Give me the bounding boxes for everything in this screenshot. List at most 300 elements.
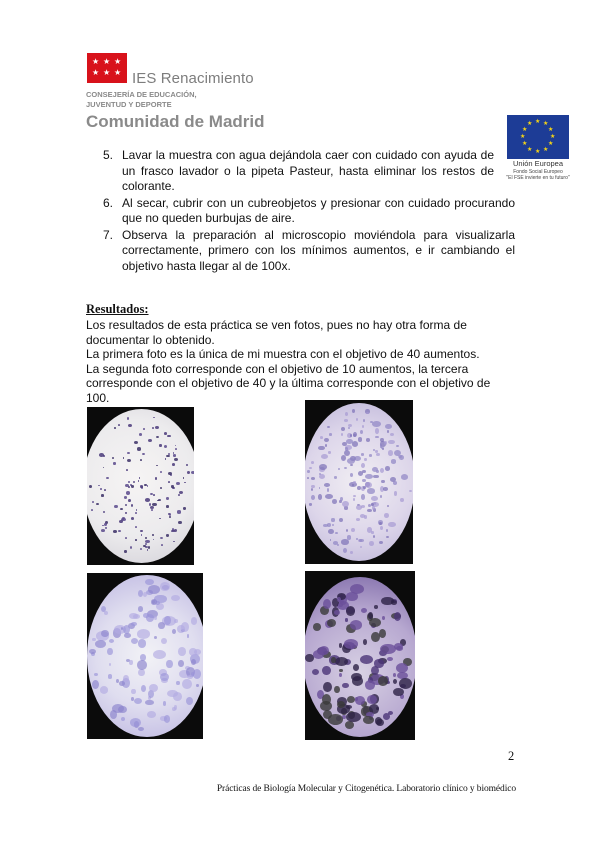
stained-cell: [363, 716, 374, 724]
stained-cell: [380, 468, 384, 473]
stained-cell: [159, 518, 161, 520]
stained-cell: [169, 513, 171, 516]
stained-cell: [344, 467, 347, 469]
stained-cell: [174, 705, 177, 709]
stained-cell: [327, 488, 330, 492]
step-item: [103, 148, 494, 195]
region-name: Comunidad de Madrid: [86, 112, 265, 131]
stained-cell: [319, 464, 326, 470]
stained-cell: [128, 499, 130, 502]
stained-cell: [391, 459, 397, 463]
stained-cell: [156, 465, 158, 467]
stained-cell: [391, 600, 397, 605]
stained-cell: [399, 455, 404, 460]
stained-cell: [166, 455, 169, 457]
stained-cell: [160, 582, 170, 591]
stained-cell: [324, 483, 330, 487]
microscope-photo-10x: [305, 400, 413, 564]
stained-cell: [384, 441, 387, 445]
step-text: Lavar la muestra con agua dejándola caer con cuidado con ayuda de un frasco lavador o la pipeta Pasteur, hasta eliminar los restos de colorante.: [122, 148, 494, 193]
stained-cell: [120, 508, 123, 510]
stained-cell: [371, 632, 379, 642]
stained-cell: [365, 474, 373, 479]
stained-cell: [375, 436, 379, 439]
stained-cell: [106, 477, 108, 479]
stained-cell: [384, 513, 389, 518]
stained-cell: [401, 474, 408, 480]
stained-cell: [339, 643, 342, 648]
stained-cell: [178, 647, 185, 656]
stained-cell: [147, 711, 156, 718]
stained-cell: [127, 459, 131, 462]
stained-cell: [172, 629, 176, 635]
stained-cell: [143, 592, 148, 598]
stained-cell: [367, 488, 375, 494]
stained-cell: [187, 675, 193, 679]
stained-cell: [131, 622, 137, 626]
stained-cell: [388, 450, 393, 455]
stained-cell: [135, 526, 138, 528]
stained-cell: [98, 485, 101, 487]
stained-cell: [174, 458, 178, 461]
consejeria-label: CONSEJERÍA DE EDUCACIÓN, JUVENTUD Y DEPORTE: [86, 90, 197, 109]
results-paragraph: Los resultados de esta práctica se ven fotos, pues no hay otra forma de documentar lo obtenido.: [86, 318, 467, 347]
stained-cell: [322, 666, 330, 675]
stained-cell: [189, 648, 197, 656]
stained-cell: [320, 701, 331, 711]
stained-cell: [364, 458, 366, 461]
stained-cell: [334, 610, 340, 615]
stained-cell: [178, 660, 184, 667]
stained-cell: [386, 536, 389, 538]
page-footer: Prácticas de Biología Molecular y Citogenética. Laboratorio clínico y biomédico: [216, 784, 516, 794]
stained-cell: [131, 517, 134, 520]
stained-cell: [376, 453, 380, 457]
stained-cell: [92, 638, 95, 641]
stained-cell: [181, 622, 189, 632]
stained-cell: [175, 448, 178, 450]
stained-cell: [311, 485, 315, 489]
eu-subtitle: Fondo Social Europeo "El FSE invierte en tu futuro": [506, 169, 570, 181]
stained-cell: [128, 424, 132, 427]
stained-cell: [159, 444, 161, 446]
stained-cell: [102, 525, 104, 527]
stained-cell: [325, 444, 327, 446]
stained-cell: [191, 659, 196, 665]
stained-cell: [383, 713, 391, 720]
stained-cell: [356, 505, 362, 510]
stained-cell: [340, 497, 343, 501]
stained-cell: [311, 477, 315, 480]
results-text: [86, 318, 516, 405]
stained-cell: [373, 475, 379, 479]
stained-cell: [375, 428, 379, 434]
stained-cell: [324, 438, 329, 443]
stained-cell: [118, 706, 127, 713]
stained-cell: [351, 528, 355, 532]
stained-cell: [105, 527, 107, 529]
stained-cell: [369, 541, 374, 546]
stained-cell: [196, 684, 199, 687]
stained-cell: [166, 534, 170, 537]
stained-cell: [184, 482, 186, 484]
stained-cell: [350, 551, 353, 555]
stained-cell: [134, 698, 142, 704]
results-paragraph: La segunda foto corresponde con el objetivo de 10 aumentos, la tercera corresponde con el objetivo de 40 y la última corresponde con el objetivo de 100.: [86, 361, 491, 405]
step-item: [103, 196, 515, 227]
stained-cell: [350, 473, 354, 477]
stained-cell: [343, 548, 347, 553]
stained-cell: [136, 509, 137, 511]
stained-cell: [358, 437, 363, 442]
stained-cell: [323, 599, 331, 609]
stained-cell: [327, 426, 330, 428]
stained-cell: [145, 700, 153, 706]
stained-cell: [361, 463, 365, 468]
stained-cell: [380, 495, 383, 498]
stained-cell: [307, 470, 309, 473]
stained-cell: [311, 461, 314, 464]
microscope-photo-100x: [305, 571, 415, 740]
stained-cell: [331, 657, 335, 663]
stained-cell: [145, 498, 150, 501]
stained-cell: [183, 477, 185, 479]
stained-cell: [92, 501, 94, 503]
stained-cell: [364, 515, 367, 519]
stained-cell: [345, 618, 348, 621]
stained-cell: [127, 452, 130, 454]
stained-cell: [119, 681, 125, 686]
stained-cell: [374, 659, 385, 667]
stained-cell: [319, 474, 325, 479]
stained-cell: [353, 432, 357, 437]
stained-cell: [342, 683, 349, 689]
stained-cell: [140, 459, 143, 461]
stained-cell: [96, 503, 99, 505]
stained-cell: [387, 430, 389, 432]
stained-cell: [348, 427, 350, 429]
stained-cell: [385, 424, 392, 429]
step-number: 7.: [103, 227, 114, 242]
eu-label: Unión Europea: [512, 159, 564, 168]
stained-cell: [350, 464, 352, 466]
stained-cell: [346, 712, 361, 723]
stained-cell: [309, 467, 312, 469]
stained-cell: [169, 516, 171, 518]
stained-cell: [166, 497, 169, 499]
stained-cell: [341, 427, 346, 432]
stained-cell: [363, 419, 365, 422]
stained-cell: [166, 505, 169, 507]
stained-cell: [327, 523, 331, 527]
stained-cell: [187, 471, 190, 474]
stained-cell: [130, 546, 132, 549]
stained-cell: [163, 701, 166, 706]
stained-cell: [123, 457, 125, 459]
stained-cell: [125, 512, 128, 514]
stained-cell: [172, 463, 175, 466]
stained-cell: [390, 433, 395, 437]
stained-cell: [126, 491, 130, 494]
stained-cell: [113, 530, 116, 533]
stained-cell: [137, 447, 141, 450]
stained-cell: [146, 614, 154, 622]
stained-cell: [369, 618, 380, 627]
stained-cell: [140, 530, 142, 533]
stained-cell: [318, 446, 325, 451]
stained-cell: [344, 639, 358, 649]
stained-cell: [178, 521, 181, 524]
stained-cell: [379, 629, 386, 638]
stained-cell: [116, 679, 119, 683]
stained-cell: [382, 616, 385, 621]
stained-cell: [332, 524, 334, 526]
stained-cell: [307, 477, 309, 479]
stained-cell: [139, 433, 142, 436]
stained-cell: [330, 539, 332, 541]
stained-cell: [351, 673, 362, 681]
stained-cell: [369, 454, 373, 457]
stained-cell: [342, 442, 347, 446]
stained-cell: [341, 539, 349, 544]
stained-cell: [393, 673, 396, 677]
stained-cell: [148, 546, 150, 549]
stained-cell: [396, 445, 398, 447]
microscope-photo-40x: [87, 407, 194, 565]
stained-cell: [360, 546, 362, 549]
stained-cell: [183, 507, 186, 509]
stained-cell: [331, 518, 334, 521]
stained-cell: [394, 491, 397, 495]
stained-cell: [118, 530, 121, 532]
stained-cell: [329, 433, 332, 436]
stained-cell: [367, 695, 377, 704]
stained-cell: [365, 680, 376, 690]
stained-cell: [187, 634, 189, 637]
stained-cell: [354, 456, 361, 461]
stained-cell: [393, 679, 397, 684]
stained-cell: [167, 435, 171, 438]
stained-cell: [344, 419, 348, 422]
stained-cell: [186, 697, 193, 705]
eu-flag-icon: ★ ★ ★ ★ ★ ★ ★ ★ ★ ★ ★ ★: [507, 115, 569, 159]
stained-cell: [182, 679, 191, 689]
stained-cell: [335, 532, 338, 534]
stained-cell: [373, 535, 375, 538]
stained-cell: [139, 477, 141, 479]
stained-cell: [101, 630, 109, 638]
stained-cell: [138, 606, 143, 612]
stained-cell: [327, 619, 337, 628]
stained-cell: [174, 619, 178, 622]
stained-cell: [155, 426, 159, 429]
stained-cell: [140, 485, 143, 487]
stained-cell: [152, 427, 154, 429]
stained-cell: [366, 412, 369, 414]
stained-cell: [400, 498, 404, 502]
stained-cell: [339, 673, 342, 677]
stained-cell: [141, 534, 142, 536]
stained-cell: [360, 430, 363, 434]
stained-cell: [177, 510, 182, 513]
stained-cell: [147, 549, 148, 551]
stained-cell: [100, 686, 109, 694]
stained-cell: [346, 606, 355, 615]
step-text: Observa la preparación al microscopio moviéndola para visualizarla correctamente, primero con los mínimos aumentos, e ir cambiando el objetivo hasta llegar al de 100x.: [122, 227, 515, 273]
stained-cell: [311, 488, 313, 491]
stained-cell: [143, 428, 145, 430]
stained-cell: [394, 612, 401, 621]
school-name: IES Renacimiento: [132, 70, 254, 87]
step-number: 6.: [103, 195, 114, 210]
stained-cell: [104, 611, 108, 615]
stained-cell: [361, 494, 365, 500]
stained-cell: [385, 466, 391, 471]
stained-cell: [342, 715, 345, 719]
stained-cell: [193, 669, 201, 679]
stained-cell: [138, 590, 143, 597]
stained-cell: [153, 494, 155, 496]
stained-cell: [138, 727, 144, 731]
stained-cell: [100, 488, 102, 490]
step-number: 5.: [103, 148, 114, 162]
stained-cell: [99, 453, 104, 456]
stained-cell: [319, 646, 329, 655]
stained-cell: [142, 453, 145, 455]
stained-cell: [318, 494, 323, 500]
stained-cell: [394, 643, 403, 650]
madrid-flag-logo: ★ ★ ★ ★ ★ ★: [87, 53, 127, 83]
stained-cell: [147, 485, 148, 487]
stained-cell: [109, 639, 114, 643]
stained-cell: [337, 597, 341, 602]
stained-cell: [103, 511, 105, 513]
stained-cell: [375, 717, 382, 725]
stained-cell: [131, 504, 133, 507]
stained-cell: [388, 440, 395, 445]
stained-cell: [108, 674, 113, 678]
stained-cell: [309, 503, 312, 506]
stained-cell: [344, 450, 350, 456]
stained-cell: [175, 445, 177, 447]
stained-cell: [95, 640, 106, 648]
stained-cell: [328, 714, 343, 725]
stained-cell: [129, 660, 133, 664]
stained-cell: [380, 526, 383, 530]
stained-cell: [363, 639, 367, 644]
stained-cell: [160, 487, 162, 489]
stained-cell: [334, 476, 337, 478]
stained-cell: [121, 717, 125, 721]
stained-cell: [155, 477, 157, 479]
stained-cell: [148, 439, 152, 442]
stained-cell: [104, 489, 106, 491]
stained-cell: [350, 584, 364, 594]
stained-cell: [345, 721, 354, 729]
stained-cell: [335, 657, 348, 666]
stained-cell: [160, 537, 163, 539]
stained-cell: [372, 506, 375, 510]
stained-cell: [341, 455, 346, 461]
stained-cell: [128, 481, 130, 483]
stained-cell: [153, 539, 155, 541]
stained-cell: [328, 529, 334, 534]
stained-cell: [137, 660, 147, 670]
stained-cell: [101, 529, 105, 532]
stained-cell: [342, 501, 349, 507]
stained-cell: [138, 639, 146, 647]
stained-cell: [89, 649, 96, 654]
stained-cell: [332, 499, 337, 504]
stained-cell: [191, 617, 198, 625]
stained-cell: [383, 487, 388, 491]
stained-cell: [113, 462, 115, 465]
stained-cell: [366, 438, 371, 442]
stained-cell: [379, 522, 382, 525]
stained-cell: [381, 480, 385, 484]
stained-cell: [137, 629, 151, 639]
stained-cell: [334, 686, 339, 693]
stained-cell: [347, 458, 355, 464]
stained-cell: [127, 417, 130, 420]
stained-cell: [164, 616, 170, 625]
stained-cell: [91, 509, 93, 511]
stained-cell: [350, 620, 362, 630]
stained-cell: [341, 433, 344, 436]
stained-cell: [361, 453, 365, 456]
page-number: 2: [508, 749, 515, 763]
stained-cell: [150, 506, 154, 509]
stained-cell: [149, 684, 158, 692]
stained-cell: [372, 421, 380, 427]
stained-cell: [164, 432, 167, 435]
stained-cell: [396, 663, 408, 673]
stained-cell: [359, 539, 364, 543]
stained-cell: [393, 481, 397, 484]
stained-cell: [107, 648, 112, 656]
stained-cell: [154, 636, 157, 639]
stained-cell: [362, 425, 364, 428]
stained-cell: [368, 504, 371, 507]
stained-cell: [110, 710, 117, 719]
results-heading: Resultados:: [86, 302, 149, 316]
step-text: Al secar, cubrir con un cubreobjetos y presionar con cuidado procurando que no queden burbujas de aire.: [122, 195, 515, 225]
stained-cell: [320, 436, 323, 439]
stained-cell: [311, 495, 315, 500]
stained-cell: [114, 427, 115, 429]
stained-cell: [171, 530, 175, 533]
stained-cell: [176, 681, 179, 685]
microscope-field: [87, 409, 194, 563]
stained-cell: [125, 504, 127, 506]
procedure-steps: [103, 148, 515, 275]
stained-cell: [140, 548, 142, 550]
stained-cell: [119, 520, 123, 523]
stained-cell: [386, 529, 388, 532]
stained-cell: [409, 490, 412, 492]
stained-cell: [361, 608, 367, 613]
stained-cell: [134, 441, 138, 444]
stained-cell: [313, 623, 322, 631]
stained-cell: [191, 471, 194, 474]
stained-cell: [339, 669, 343, 672]
stained-cell: [112, 457, 115, 459]
stained-cell: [176, 482, 180, 485]
stained-cell: [156, 436, 159, 438]
microscope-field: [305, 403, 413, 561]
stained-cell: [374, 605, 378, 609]
stained-cell: [145, 540, 150, 543]
